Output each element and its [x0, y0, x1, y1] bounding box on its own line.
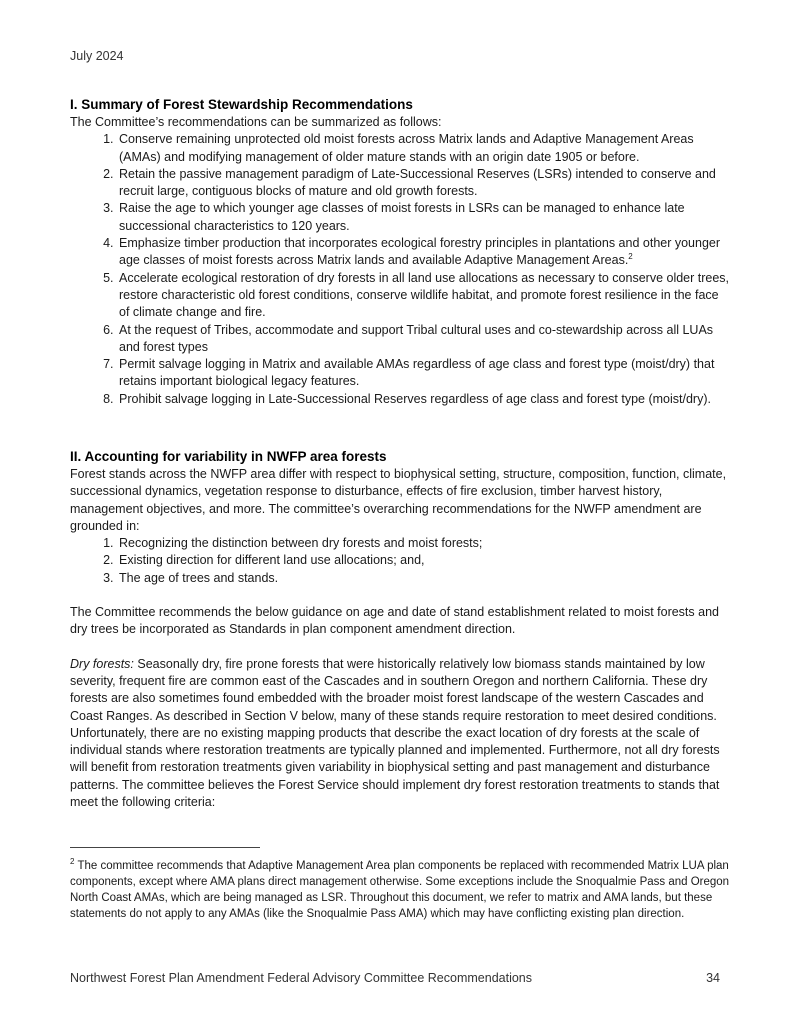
list-item: 3. Raise the age to which younger age classes of moist forests in LSRs can be managed to enhance late successional characteristics to 120 years.: [117, 200, 730, 235]
grounding-list: [70, 535, 730, 587]
list-item: 5. Accelerate ecological restoration of dry forests in all land use allocations as necessary to conserve older trees, restore characteristic old forest conditions, conserve wildlife habitat, and promote forest resilience in the face of climate change and fire.: [117, 270, 730, 322]
footnote-ref[interactable]: 2: [628, 252, 633, 262]
page-footer: [70, 971, 720, 985]
list-item: 7. Permit salvage logging in Matrix and available AMAs regardless of age class and forest type (moist/dry) that retains important biological legacy features.: [117, 356, 730, 391]
section-summary: [70, 96, 730, 408]
dry-forests-text: Seasonally dry, fire prone forests that were historically relatively low biomass stands maintained by low severity, frequent fire are common east of the Cascades and in southern Oregon and northern California. These dry forests are also sometimes found embedded with the broader moist forest landscape of the western Cascades and Coast Ranges. As described in Section V below, many of these stands require restoration to meet desired conditions. Unfortunately, there are no existing mapping products that describe the exact location of dry forests at the scale of individual stands where restoration treatments are typically planned and implemented. Furthermore, not all dry forests will benefit from restoration treatments given variability in biophysical setting and past management and disturbance patterns. The committee believes the Forest Service should implement dry forest restoration treatments to stands that meet the following criteria:: [70, 656, 720, 810]
dry-forests-paragraph: [70, 656, 730, 812]
section-intro: The Committee’s recommendations can be summarized as follows:: [70, 115, 442, 129]
recommendation-list: [70, 131, 730, 408]
guidance-paragraph: The Committee recommends the below guidance on age and date of stand establishment related to moist forests and dry trees be incorporated as Standards in plan component amendment direction.: [70, 605, 719, 637]
list-item-text: Emphasize timber production that incorporates ecological forestry principles in plantations and other younger age classes of moist forests across Matrix lands and available Adaptive Management Areas.: [119, 236, 721, 268]
footnote: [70, 858, 730, 922]
list-item: [117, 235, 730, 270]
section-intro: Forest stands across the NWFP area differ with respect to biophysical setting, structure, composition, function, climate, successional dynamics, vegetation response to disturbance, effects of fire exclusion, timber harvest history, management objectives, and more. The committee’s overarching recommendations for the NWFP amendment are grounded in:: [70, 467, 727, 533]
header-date: July 2024: [70, 49, 124, 63]
footnote-text: The committee recommends that Adaptive Management Area plan components be replaced with recommended Matrix LUA plan components, except where AMA plans direct management otherwise. Some exceptions include the Snoqualmie Pass and Oregon North Coast AMAs, which are being managed as LSR. Throughout this document, we refer to matrix and AMA lands, but these statements do not apply to any AMAs (like the Snoqualmie Pass AMA) which may have conflicting existing plan direction.: [70, 860, 730, 920]
section-heading: II. Accounting for variability in NWFP area forests: [70, 449, 387, 464]
section-heading: I. Summary of Forest Stewardship Recommendations: [70, 97, 413, 112]
list-item: 8. Prohibit salvage logging in Late-Successional Reserves regardless of age class and forest type (moist/dry).: [117, 391, 730, 408]
list-item: 1. Recognizing the distinction between dry forests and moist forests;: [117, 535, 730, 552]
list-item: 6. At the request of Tribes, accommodate and support Tribal cultural uses and co-stewardship across all LUAs and forest types: [117, 322, 730, 357]
list-item: 1. Conserve remaining unprotected old moist forests across Matrix lands and Adaptive Management Areas (AMAs) and modifying management of older mature stands with an origin date 1905 or before.: [117, 131, 730, 166]
list-item: 2. Retain the passive management paradigm of Late-Successional Reserves (LSRs) intended to conserve and recruit large, contiguous blocks of mature and old growth forests.: [117, 166, 730, 201]
list-item: 2. Existing direction for different land use allocations; and,: [117, 552, 730, 569]
dry-forests-label: Dry forests:: [70, 656, 134, 671]
section-variability: [70, 448, 730, 811]
list-item: 3. The age of trees and stands.: [117, 570, 730, 587]
footer-title: Northwest Forest Plan Amendment Federal Advisory Committee Recommendations: [70, 971, 532, 985]
footnote-marker: 2: [70, 857, 75, 867]
footnote-divider: [70, 847, 260, 848]
page-number: 34: [706, 971, 720, 985]
